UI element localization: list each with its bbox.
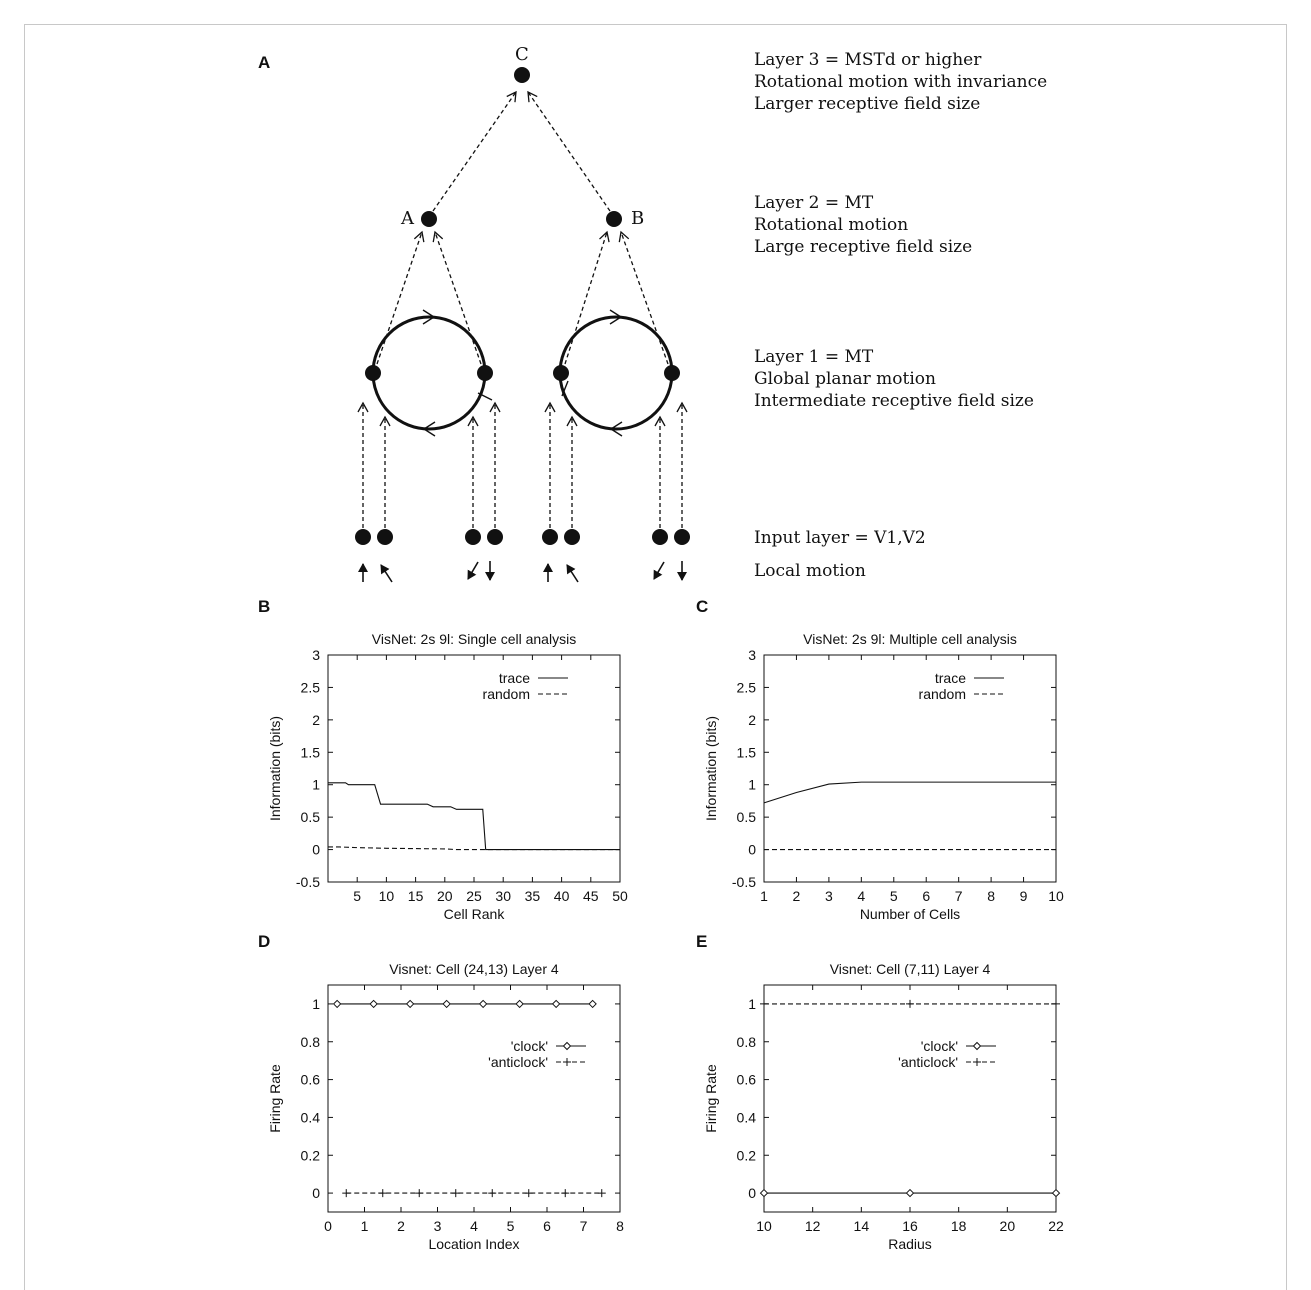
node-input — [542, 529, 558, 545]
series-line-0 — [764, 782, 1056, 803]
legend-marker-plus — [563, 1058, 571, 1066]
layer3-line2: Rotational motion with invariance — [754, 72, 1048, 92]
layer1-line1: Layer 1 = MT — [754, 347, 874, 367]
data-point-plus — [452, 1189, 460, 1197]
data-point-diamond — [370, 1000, 377, 1007]
y-tick-label: 0.5 — [736, 809, 756, 826]
node-input — [377, 529, 393, 545]
y-tick-label: 0.2 — [736, 1147, 756, 1164]
y-axis-label: Firing Rate — [703, 1064, 719, 1133]
data-point-diamond — [443, 1000, 450, 1007]
node-layer1 — [477, 365, 493, 381]
legend-marker-diamond — [974, 1043, 981, 1050]
y-tick-label: 1 — [312, 776, 320, 793]
chart-title: VisNet: 2s 9l: Multiple cell analysis — [803, 631, 1017, 647]
panel-letter-d: D — [258, 932, 271, 951]
data-point-plus — [415, 1189, 423, 1197]
x-tick-label: 10 — [378, 888, 395, 904]
x-tick-label: 5 — [889, 888, 898, 904]
x-tick-label: 7 — [579, 1218, 588, 1234]
data-point-diamond — [553, 1000, 560, 1007]
node-input — [652, 529, 668, 545]
data-point-diamond — [480, 1000, 487, 1007]
x-tick-label: 4 — [470, 1218, 478, 1234]
y-tick-label: 0 — [312, 841, 320, 858]
panel-letter-e: E — [696, 932, 708, 951]
x-tick-label: 1 — [760, 888, 768, 904]
node-layer1 — [664, 365, 680, 381]
y-tick-label: 0.8 — [736, 1033, 756, 1050]
y-tick-label: 1.5 — [300, 744, 320, 761]
node-input — [465, 529, 481, 545]
layer-descriptions — [754, 50, 1047, 581]
arrow-layer1-to-a — [435, 232, 481, 364]
x-tick-label: 8 — [616, 1218, 624, 1234]
x-tick-label: 20 — [437, 888, 453, 904]
y-tick-label: 0 — [748, 1185, 756, 1202]
y-tick-label: 1 — [312, 995, 320, 1012]
data-point-diamond — [334, 1000, 341, 1007]
series-line-0 — [328, 783, 620, 850]
data-point-plus — [906, 1000, 914, 1008]
chart-title: Visnet: Cell (24,13) Layer 4 — [389, 961, 559, 977]
x-tick-label: 14 — [853, 1218, 870, 1234]
x-tick-label: 3 — [433, 1218, 442, 1234]
layer2-line3: Large receptive field size — [754, 237, 973, 257]
x-axis-label: Radius — [888, 1236, 932, 1252]
data-point-plus — [598, 1189, 606, 1197]
x-tick-label: 40 — [553, 888, 570, 904]
y-tick-label: 0.4 — [300, 1109, 320, 1126]
data-point-diamond — [1053, 1190, 1060, 1197]
chart-title: Visnet: Cell (7,11) Layer 4 — [829, 961, 991, 977]
x-tick-label: 6 — [543, 1218, 551, 1234]
layer3-line3: Larger receptive field size — [754, 94, 981, 114]
series-line-1 — [328, 847, 620, 850]
node-input — [674, 529, 690, 545]
x-tick-label: 9 — [1019, 888, 1028, 904]
x-axis-label: Cell Rank — [443, 906, 505, 922]
node-label-b: B — [631, 208, 645, 229]
x-tick-label: 12 — [804, 1218, 821, 1234]
node-label-a: A — [401, 208, 414, 229]
legend-label: 'clock' — [510, 1038, 548, 1054]
y-tick-label: -0.5 — [295, 874, 320, 890]
plot-frame — [764, 985, 1056, 1212]
x-tick-label: 15 — [407, 888, 424, 904]
chart-title: VisNet: 2s 9l: Single cell analysis — [371, 631, 577, 647]
x-axis-label: Number of Cells — [859, 906, 961, 922]
down-left-arrow-icon — [654, 562, 664, 579]
x-tick-label: 5 — [353, 888, 362, 904]
layer1-line3: Intermediate receptive field size — [754, 391, 1034, 411]
y-axis-label: Firing Rate — [267, 1064, 283, 1133]
x-tick-label: 0 — [324, 1218, 332, 1234]
chart-cell-24-13-layer4 — [267, 961, 624, 1252]
x-tick-label: 50 — [612, 888, 628, 904]
arrow-layer1-to-a — [377, 232, 422, 364]
chart-multiple-cell-analysis — [703, 631, 1064, 922]
legend-label: 'clock' — [920, 1038, 958, 1054]
node-layer1 — [365, 365, 381, 381]
node-layer3-c — [514, 67, 530, 83]
x-tick-label: 2 — [792, 888, 801, 904]
local-motion-arrows — [363, 561, 682, 582]
y-tick-label: 0.2 — [300, 1147, 320, 1164]
data-point-diamond — [761, 1190, 768, 1197]
y-tick-label: 2.5 — [736, 679, 756, 696]
data-point-plus — [525, 1189, 533, 1197]
data-point-diamond — [589, 1000, 596, 1007]
x-tick-label: 10 — [756, 1218, 772, 1234]
y-tick-label: 3 — [748, 647, 756, 663]
x-tick-label: 1 — [360, 1218, 369, 1234]
legend-label: random — [918, 686, 966, 702]
y-tick-label: 2.5 — [300, 679, 320, 696]
panel-letter-a: A — [258, 53, 271, 72]
plot-frame — [328, 985, 620, 1212]
layer3-line1: Layer 3 = MSTd or higher — [754, 50, 982, 70]
data-point-diamond — [516, 1000, 523, 1007]
arrow-a-to-c — [433, 92, 516, 211]
x-axis-label: Location Index — [428, 1236, 520, 1252]
x-tick-label: 35 — [524, 888, 541, 904]
y-axis-label: Information (bits) — [267, 715, 283, 822]
network-diagram — [355, 44, 1047, 582]
y-tick-label: 1 — [748, 995, 756, 1012]
local-motion-line1: Local motion — [754, 561, 866, 581]
x-tick-label: 7 — [954, 888, 963, 904]
data-point-plus — [488, 1189, 496, 1197]
legend-label: random — [482, 686, 530, 702]
data-point-plus — [342, 1189, 350, 1197]
legend-marker-diamond — [564, 1043, 571, 1050]
data-point-plus — [379, 1189, 387, 1197]
legend-label: trace — [498, 670, 530, 686]
x-tick-label: 5 — [506, 1218, 515, 1234]
y-tick-label: 2 — [748, 711, 756, 728]
arrow-layer1-to-b — [565, 232, 607, 364]
data-point-plus — [561, 1189, 569, 1197]
x-tick-label: 45 — [583, 888, 599, 904]
data-point-plus — [1052, 1000, 1060, 1008]
chart-cell-7-11-layer4 — [703, 961, 1064, 1252]
x-tick-label: 30 — [495, 888, 511, 904]
node-input — [487, 529, 503, 545]
y-tick-label: 2 — [312, 711, 320, 728]
x-tick-label: 20 — [999, 1218, 1016, 1234]
y-tick-label: 1.5 — [736, 744, 756, 761]
y-tick-label: 0 — [312, 1185, 320, 1202]
y-tick-label: 0.4 — [736, 1109, 756, 1126]
layer2-line2: Rotational motion — [754, 215, 909, 235]
x-tick-label: 2 — [397, 1218, 405, 1234]
x-tick-label: 22 — [1048, 1218, 1064, 1234]
data-point-diamond — [907, 1190, 914, 1197]
y-tick-label: 1 — [748, 776, 756, 793]
x-tick-label: 18 — [950, 1218, 967, 1234]
x-tick-label: 6 — [922, 888, 931, 904]
layer2-line1: Layer 2 = MT — [754, 193, 874, 213]
data-point-plus — [760, 1000, 768, 1008]
data-point-diamond — [407, 1000, 414, 1007]
panel-letter-b: B — [258, 597, 271, 616]
layer1-line2: Global planar motion — [754, 369, 936, 389]
node-layer2-b — [606, 211, 622, 227]
y-tick-label: -0.5 — [731, 874, 756, 890]
node-layer2-a — [421, 211, 437, 227]
input-layer-line1: Input layer = V1,V2 — [754, 528, 926, 548]
x-tick-label: 8 — [987, 888, 996, 904]
x-tick-label: 25 — [466, 888, 482, 904]
arrow-layer1-to-b — [621, 232, 668, 364]
down-left-arrow-icon — [468, 562, 478, 579]
node-input — [564, 529, 580, 545]
y-axis-label: Information (bits) — [703, 715, 719, 822]
x-tick-label: 4 — [857, 888, 866, 904]
y-tick-label: 0.6 — [300, 1071, 320, 1088]
up-left-arrow-icon — [381, 565, 392, 582]
node-input — [355, 529, 371, 545]
y-tick-label: 0.8 — [300, 1033, 320, 1050]
x-tick-label: 16 — [902, 1218, 918, 1234]
node-layer1 — [553, 365, 569, 381]
legend-marker-plus — [973, 1058, 981, 1066]
x-tick-label: 3 — [824, 888, 833, 904]
legend-label: 'anticlock' — [488, 1054, 548, 1070]
legend-label: trace — [934, 670, 966, 686]
arrow-b-to-c — [528, 92, 610, 211]
y-tick-label: 3 — [312, 647, 320, 663]
node-label-c: C — [515, 44, 529, 65]
layer1-ring-right — [560, 317, 672, 429]
panel-letter-c: C — [696, 597, 709, 616]
y-tick-label: 0 — [748, 841, 756, 858]
chart-single-cell-analysis — [267, 631, 628, 922]
legend-label: 'anticlock' — [898, 1054, 958, 1070]
y-tick-label: 0.5 — [300, 809, 320, 826]
up-left-arrow-icon — [567, 565, 578, 582]
y-tick-label: 0.6 — [736, 1071, 756, 1088]
plot-frame — [764, 655, 1056, 882]
layer1-ring-left — [373, 317, 485, 429]
x-tick-label: 10 — [1048, 888, 1064, 904]
input-layer-nodes — [355, 529, 690, 545]
